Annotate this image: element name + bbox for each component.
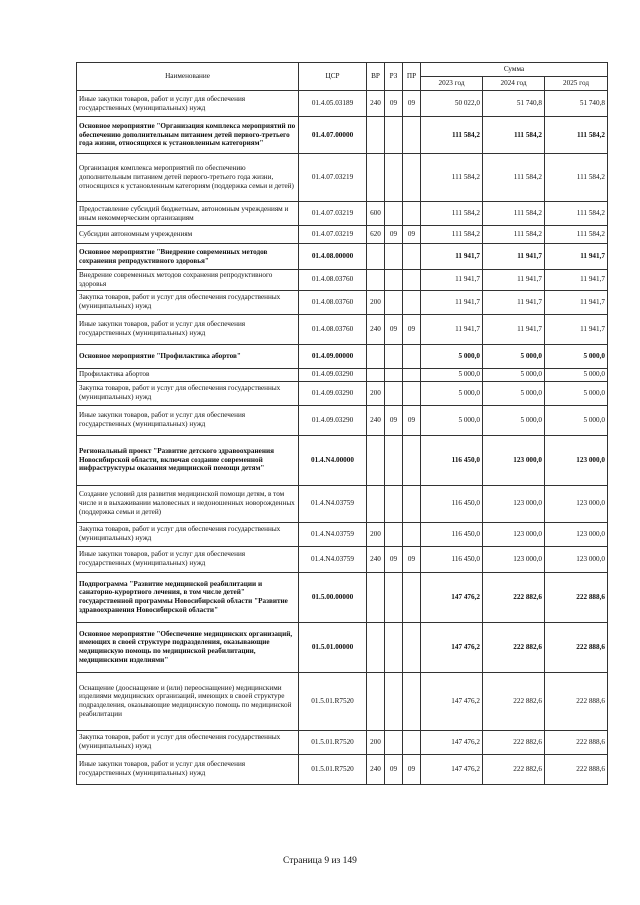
table-row	[77, 546, 608, 572]
row-vr	[367, 117, 385, 154]
row-vr: 200	[367, 522, 385, 546]
row-vr: 600	[367, 202, 385, 226]
row-sum-2025: 51 740,8	[545, 91, 608, 117]
row-csr: 01.4.09.03290	[299, 405, 367, 435]
header-vr: ВР	[367, 63, 385, 91]
row-sum-2023: 111 584,2	[421, 226, 483, 244]
row-sum-2024: 123 000,0	[483, 485, 545, 522]
row-sum-2023: 50 022,0	[421, 91, 483, 117]
row-rz	[385, 344, 403, 368]
row-sum-2025: 11 941,7	[545, 314, 608, 344]
table-row	[77, 435, 608, 485]
page-footer	[0, 856, 640, 866]
row-pr: 09	[403, 546, 421, 572]
row-csr: 01.5.01.R7520	[299, 672, 367, 730]
row-pr	[403, 381, 421, 405]
row-rz: 09	[385, 226, 403, 244]
header-sum: Сумма	[421, 63, 608, 77]
row-name: Организация комплекса мероприятий по обеспечению дополнительным питанием детей первого-третьего года жизни, относящихся к установленным категориям (поддержка семьи и детей)	[77, 154, 299, 202]
row-vr	[367, 344, 385, 368]
table-row	[77, 202, 608, 226]
row-rz: 09	[385, 405, 403, 435]
row-name: Закупка товаров, работ и услуг для обеспечения государственных (муниципальных) нужд	[77, 290, 299, 314]
row-vr	[367, 672, 385, 730]
row-sum-2025: 123 000,0	[545, 485, 608, 522]
table-row	[77, 270, 608, 291]
row-vr	[367, 154, 385, 202]
budget-table	[76, 62, 608, 785]
table-row	[77, 730, 608, 754]
row-csr: 01.5.01.R7520	[299, 730, 367, 754]
row-sum-2025: 222 888,6	[545, 730, 608, 754]
row-rz	[385, 154, 403, 202]
row-name: Внедрение современных методов сохранения репродуктивного здоровья	[77, 270, 299, 291]
row-csr: 01.4.07.03219	[299, 202, 367, 226]
row-sum-2024: 222 882,6	[483, 622, 545, 672]
row-sum-2023: 11 941,7	[421, 314, 483, 344]
row-sum-2025: 123 000,0	[545, 435, 608, 485]
row-sum-2023: 147 476,2	[421, 730, 483, 754]
table-row	[77, 91, 608, 117]
row-sum-2023: 147 476,2	[421, 572, 483, 622]
row-sum-2025: 123 000,0	[545, 522, 608, 546]
row-csr: 01.4.N4.03759	[299, 485, 367, 522]
row-pr	[403, 202, 421, 226]
row-sum-2024: 11 941,7	[483, 290, 545, 314]
row-sum-2024: 123 000,0	[483, 435, 545, 485]
row-name: Профилактика абортов	[77, 368, 299, 381]
row-pr	[403, 270, 421, 291]
row-sum-2023: 147 476,2	[421, 754, 483, 784]
table-row	[77, 290, 608, 314]
row-rz	[385, 368, 403, 381]
row-sum-2024: 111 584,2	[483, 226, 545, 244]
header-csr: ЦСР	[299, 63, 367, 91]
table-row	[77, 672, 608, 730]
row-name: Предоставление субсидий бюджетным, автономным учреждениям и иным некоммерческим организациям	[77, 202, 299, 226]
row-vr: 200	[367, 290, 385, 314]
row-csr: 01.4.N4.03759	[299, 546, 367, 572]
row-sum-2025: 11 941,7	[545, 290, 608, 314]
row-sum-2025: 222 888,6	[545, 754, 608, 784]
row-rz	[385, 522, 403, 546]
table-row	[77, 368, 608, 381]
row-vr: 240	[367, 91, 385, 117]
row-vr: 620	[367, 226, 385, 244]
row-sum-2024: 111 584,2	[483, 202, 545, 226]
row-rz	[385, 485, 403, 522]
row-csr: 01.4.07.00000	[299, 117, 367, 154]
row-vr: 240	[367, 754, 385, 784]
row-name: Иные закупки товаров, работ и услуг для обеспечения государственных (муниципальных) нужд	[77, 754, 299, 784]
header-name: Наименование	[77, 63, 299, 91]
row-name: Основное мероприятие "Профилактика абортов"	[77, 344, 299, 368]
row-sum-2025: 111 584,2	[545, 226, 608, 244]
row-name: Закупка товаров, работ и услуг для обеспечения государственных (муниципальных) нужд	[77, 522, 299, 546]
row-sum-2025: 222 888,6	[545, 572, 608, 622]
row-csr: 01.4.09.00000	[299, 344, 367, 368]
row-sum-2024: 51 740,8	[483, 91, 545, 117]
row-csr: 01.5.00.00000	[299, 572, 367, 622]
row-name: Основное мероприятие "Внедрение современных методов сохранения репродуктивного здоровья"	[77, 244, 299, 270]
row-pr: 09	[403, 754, 421, 784]
page-number-label: Страница 9 из 149	[283, 856, 357, 866]
table-row	[77, 154, 608, 202]
table-row	[77, 572, 608, 622]
row-sum-2025: 11 941,7	[545, 244, 608, 270]
row-rz	[385, 435, 403, 485]
row-name: Оснащение (дооснащение и (или) переоснащение) медицинскими изделиями медицинских организаций, имеющих в своей структуре подразделения, оказывающие медицинскую помощь по медицинской реабилитации	[77, 672, 299, 730]
budget-table-sheet	[76, 62, 607, 785]
row-sum-2023: 116 450,0	[421, 435, 483, 485]
row-vr	[367, 572, 385, 622]
row-pr: 09	[403, 226, 421, 244]
row-csr: 01.4.09.03290	[299, 368, 367, 381]
row-rz	[385, 730, 403, 754]
row-sum-2025: 111 584,2	[545, 202, 608, 226]
row-pr	[403, 154, 421, 202]
row-csr: 01.4.08.03760	[299, 270, 367, 291]
row-sum-2024: 123 000,0	[483, 546, 545, 572]
row-name: Субсидии автономным учреждениям	[77, 226, 299, 244]
row-pr	[403, 244, 421, 270]
row-rz	[385, 572, 403, 622]
row-pr: 09	[403, 314, 421, 344]
row-sum-2023: 116 450,0	[421, 522, 483, 546]
row-sum-2023: 111 584,2	[421, 117, 483, 154]
row-pr: 09	[403, 91, 421, 117]
row-name: Иные закупки товаров, работ и услуг для обеспечения государственных (муниципальных) нужд	[77, 405, 299, 435]
row-sum-2023: 5 000,0	[421, 381, 483, 405]
row-rz: 09	[385, 754, 403, 784]
table-row	[77, 405, 608, 435]
table-row	[77, 344, 608, 368]
row-csr: 01.4.N4.03759	[299, 522, 367, 546]
row-pr	[403, 730, 421, 754]
row-sum-2025: 111 584,2	[545, 117, 608, 154]
row-sum-2023: 11 941,7	[421, 270, 483, 291]
row-sum-2024: 222 882,6	[483, 754, 545, 784]
table-row	[77, 244, 608, 270]
row-sum-2023: 111 584,2	[421, 154, 483, 202]
row-vr: 240	[367, 314, 385, 344]
row-csr: 01.4.08.03760	[299, 290, 367, 314]
row-sum-2023: 5 000,0	[421, 405, 483, 435]
header-year-2025: 2025 год	[545, 77, 608, 91]
row-name: Создание условий для развития медицинской помощи детям, в том числе и в выхаживании маловесных и недоношенных новорожденных (поддержка семьи и детей)	[77, 485, 299, 522]
row-csr: 01.4.08.03760	[299, 314, 367, 344]
row-sum-2024: 5 000,0	[483, 381, 545, 405]
row-csr: 01.4.05.03189	[299, 91, 367, 117]
row-sum-2023: 5 000,0	[421, 344, 483, 368]
row-name: Основное мероприятие "Обеспечение медицинских организаций, имеющих в своей структуре подразделения, оказывающие медицинскую помощь по медицинской реабилитации, медицинскими изделиями"	[77, 622, 299, 672]
row-sum-2024: 5 000,0	[483, 344, 545, 368]
row-vr	[367, 485, 385, 522]
row-vr	[367, 270, 385, 291]
row-csr: 01.5.01.R7520	[299, 754, 367, 784]
row-rz	[385, 672, 403, 730]
row-csr: 01.4.07.03219	[299, 226, 367, 244]
row-pr	[403, 344, 421, 368]
row-vr	[367, 435, 385, 485]
row-rz	[385, 202, 403, 226]
row-sum-2024: 222 882,6	[483, 672, 545, 730]
row-pr	[403, 435, 421, 485]
row-sum-2024: 222 882,6	[483, 572, 545, 622]
row-sum-2025: 222 888,6	[545, 622, 608, 672]
row-sum-2023: 147 476,2	[421, 622, 483, 672]
row-vr: 240	[367, 546, 385, 572]
row-name: Закупка товаров, работ и услуг для обеспечения государственных (муниципальных) нужд	[77, 381, 299, 405]
row-name: Основное мероприятие "Организация комплекса мероприятий по обеспечению дополнительным питанием детей первого-третьего года жизни, относящихся к установленным категориям"	[77, 117, 299, 154]
row-csr: 01.5.01.00000	[299, 622, 367, 672]
table-row	[77, 117, 608, 154]
row-name: Иные закупки товаров, работ и услуг для обеспечения государственных (муниципальных) нужд	[77, 546, 299, 572]
header-pr: ПР	[403, 63, 421, 91]
row-rz	[385, 270, 403, 291]
row-csr: 01.4.N4.00000	[299, 435, 367, 485]
row-rz: 09	[385, 91, 403, 117]
row-sum-2023: 147 476,2	[421, 672, 483, 730]
row-csr: 01.4.07.03219	[299, 154, 367, 202]
row-pr	[403, 117, 421, 154]
row-vr	[367, 622, 385, 672]
row-sum-2024: 11 941,7	[483, 314, 545, 344]
row-pr	[403, 622, 421, 672]
row-sum-2023: 116 450,0	[421, 485, 483, 522]
row-sum-2025: 5 000,0	[545, 368, 608, 381]
row-vr: 200	[367, 381, 385, 405]
table-row	[77, 485, 608, 522]
row-sum-2025: 111 584,2	[545, 154, 608, 202]
row-pr	[403, 290, 421, 314]
row-pr	[403, 522, 421, 546]
row-csr: 01.4.08.00000	[299, 244, 367, 270]
row-rz	[385, 290, 403, 314]
row-sum-2025: 5 000,0	[545, 344, 608, 368]
row-name: Закупка товаров, работ и услуг для обеспечения государственных (муниципальных) нужд	[77, 730, 299, 754]
row-sum-2023: 11 941,7	[421, 244, 483, 270]
row-name: Иные закупки товаров, работ и услуг для обеспечения государственных (муниципальных) нужд	[77, 91, 299, 117]
row-rz	[385, 381, 403, 405]
row-sum-2024: 11 941,7	[483, 270, 545, 291]
row-sum-2024: 222 882,6	[483, 730, 545, 754]
row-pr	[403, 368, 421, 381]
row-sum-2024: 5 000,0	[483, 368, 545, 381]
row-rz	[385, 244, 403, 270]
row-vr: 200	[367, 730, 385, 754]
row-vr	[367, 244, 385, 270]
table-body	[77, 91, 608, 785]
row-name: Иные закупки товаров, работ и услуг для обеспечения государственных (муниципальных) нужд	[77, 314, 299, 344]
table-row	[77, 226, 608, 244]
row-name: Подпрограмма "Развитие медицинской реабилитации и санаторно-курортного лечения, в том числе детей" государственной программы Новосибирской области "Развитие здравоохранения Новосибирской области"	[77, 572, 299, 622]
row-sum-2023: 11 941,7	[421, 290, 483, 314]
row-sum-2025: 5 000,0	[545, 381, 608, 405]
row-pr	[403, 672, 421, 730]
table-row	[77, 381, 608, 405]
table-row	[77, 622, 608, 672]
table-row	[77, 314, 608, 344]
row-pr: 09	[403, 405, 421, 435]
row-sum-2025: 11 941,7	[545, 270, 608, 291]
row-rz	[385, 622, 403, 672]
row-vr	[367, 368, 385, 381]
row-csr: 01.4.09.03290	[299, 381, 367, 405]
row-sum-2023: 5 000,0	[421, 368, 483, 381]
row-sum-2025: 123 000,0	[545, 546, 608, 572]
row-sum-2025: 5 000,0	[545, 405, 608, 435]
row-sum-2024: 123 000,0	[483, 522, 545, 546]
row-sum-2024: 111 584,2	[483, 117, 545, 154]
row-sum-2024: 5 000,0	[483, 405, 545, 435]
header-year-2024: 2024 год	[483, 77, 545, 91]
row-pr	[403, 485, 421, 522]
row-sum-2024: 11 941,7	[483, 244, 545, 270]
header-year-2023: 2023 год	[421, 77, 483, 91]
table-row	[77, 754, 608, 784]
row-sum-2025: 222 888,6	[545, 672, 608, 730]
row-pr	[403, 572, 421, 622]
row-rz: 09	[385, 314, 403, 344]
row-rz	[385, 117, 403, 154]
row-name: Региональный проект "Развитие детского здравоохранения Новосибирской области, включая создание современной инфраструктуры оказания медицинской помощи детям"	[77, 435, 299, 485]
row-rz: 09	[385, 546, 403, 572]
row-sum-2023: 111 584,2	[421, 202, 483, 226]
row-vr: 240	[367, 405, 385, 435]
row-sum-2023: 116 450,0	[421, 546, 483, 572]
row-sum-2024: 111 584,2	[483, 154, 545, 202]
header-rz: РЗ	[385, 63, 403, 91]
table-row	[77, 522, 608, 546]
